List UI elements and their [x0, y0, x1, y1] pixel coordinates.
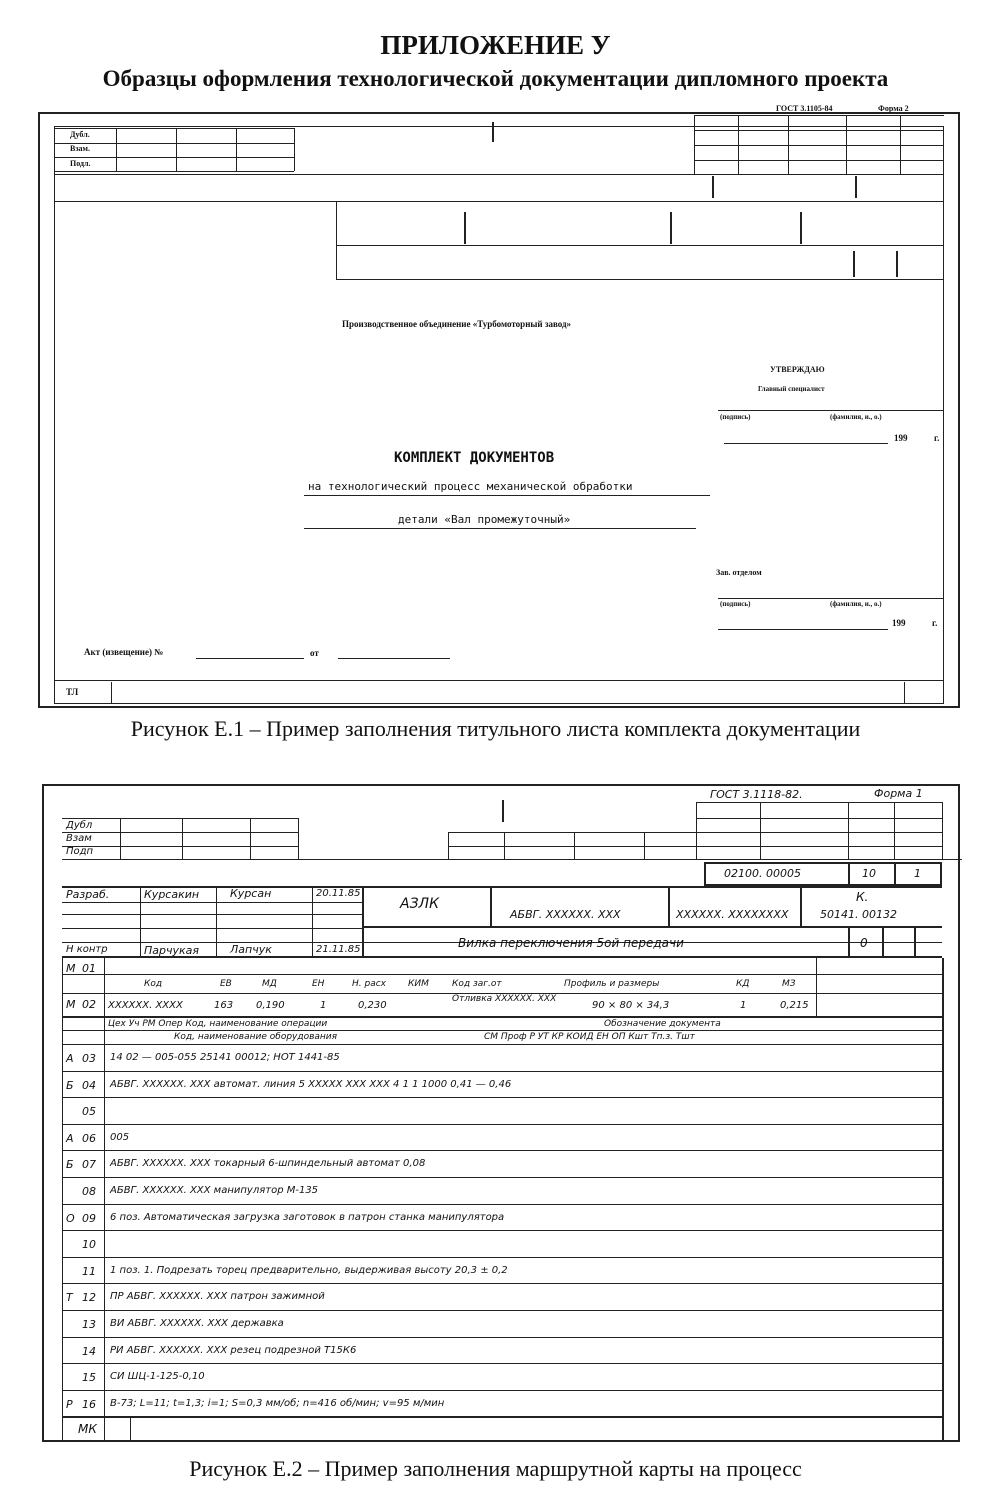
sheet-of: 1	[914, 867, 921, 880]
m02-ev: 163	[214, 1000, 234, 1011]
row-text: РИ АБВГ. XXXXXX. XXX резец подрезной Т15К6	[110, 1344, 357, 1356]
m01-h-profile: Профиль и размеры	[564, 979, 660, 989]
x-code: XXXXXX. XXXXXXXX	[676, 908, 789, 921]
row-prefix: А	[66, 1052, 74, 1065]
figure1-title-sheet	[38, 104, 960, 708]
m01-h-kim: КИМ	[408, 979, 429, 989]
gost-label-2: ГОСТ 3.1118-82.	[710, 788, 803, 801]
m02-en: 1	[320, 1000, 327, 1011]
row-number: 03	[82, 1052, 96, 1065]
row-number: 10	[82, 1238, 96, 1252]
row-prefix: М	[66, 998, 76, 1011]
row-text: В-73; L=11; t=1,3; i=1; S=0,3 мм/об; n=416 об/мин; v=95 м/мин	[110, 1397, 445, 1409]
part-name: Вилка переключения 5ой передачи	[458, 936, 684, 950]
year-2: 199	[892, 618, 906, 628]
ot-label: от	[310, 648, 319, 658]
chief-label: Главный специалист	[758, 385, 825, 393]
row-prefix: О	[66, 1211, 75, 1225]
row-text: АБВГ. XXXXXX. XXX автомат. линия 5 XXXXX XXX XXX 4 1 1 1000 0,41 — 0,46	[110, 1078, 512, 1090]
row-divider	[62, 1230, 942, 1231]
nkontr-name: Парчукая	[144, 944, 200, 957]
side-label-podl: Подл.	[70, 159, 91, 168]
row-prefix: А	[66, 1131, 74, 1145]
org-code: АЗЛК	[400, 896, 440, 912]
m01-h-mz: МЗ	[782, 979, 796, 989]
row-divider	[62, 1097, 942, 1098]
m02-zagotovka: Отливка XXXXXX. XXX	[452, 994, 557, 1004]
row-prefix: Р	[66, 1397, 73, 1411]
m02-kod: XXXXXX. XXXX	[108, 1000, 183, 1011]
row-divider	[62, 1310, 942, 1311]
row-number: 02	[82, 998, 96, 1011]
row-text: СИ ШЦ-1-125-0,10	[110, 1371, 205, 1383]
row-divider	[62, 1337, 942, 1338]
m01-h-en: ЕН	[312, 979, 325, 989]
row-divider	[62, 1363, 942, 1364]
zero-field: 0	[860, 936, 868, 950]
row-text: АБВГ. XXXXXX. XXX манипулятор М-135	[110, 1185, 319, 1196]
row-divider	[62, 1204, 942, 1205]
header-b-cols: СМ Проф Р УТ КР КОИД ЕН ОП Кшт Тп.з. Тшт	[484, 1032, 695, 1042]
k-code: 50141. 00132	[820, 908, 897, 921]
m01-h-nrash: Н. расх	[352, 979, 386, 989]
m01-h-md: МД	[262, 979, 277, 989]
dept-label: Зав. отделом	[716, 568, 762, 577]
razrab-date: 20.11.85	[316, 888, 361, 899]
row-text: 6 поз. Автоматическая загрузка заготовок в патрон станка манипулятора	[110, 1211, 505, 1223]
row-number: 09	[82, 1211, 96, 1225]
side-label-dubl-2: Дубл	[66, 820, 93, 831]
signature-hint-2: (подпись)	[720, 600, 751, 608]
header-b: Код, наименование оборудования	[174, 1032, 338, 1042]
appendix-subtitle: Образцы оформления технологической документации дипломного проекта	[102, 66, 889, 91]
doc-set-line2: детали «Вал промежуточный»	[398, 513, 571, 526]
figure2-route-card	[42, 784, 960, 1442]
doc-set-line1: на технологический процесс механической обработки	[308, 480, 633, 493]
g-1: г.	[934, 433, 940, 443]
row-divider	[62, 1257, 942, 1258]
row-divider	[62, 1390, 942, 1391]
row-number: 08	[82, 1185, 96, 1198]
row-number: 07	[82, 1158, 96, 1172]
m01-h-kod: Код	[144, 979, 163, 989]
org-name: Производственное объединение «Турбомоторный завод»	[342, 319, 572, 329]
mk-label: МК	[78, 1422, 97, 1436]
gost-label: ГОСТ 3.1105-84	[776, 104, 833, 113]
row-prefix: Б	[66, 1078, 74, 1092]
row-text: АБВГ. XXXXXX. XXX токарный 6-шпиндельный автомат 0,08	[110, 1158, 426, 1170]
appendix-title: ПРИЛОЖЕНИЕ У	[380, 30, 611, 60]
razrab-label: Разраб.	[66, 888, 110, 901]
tl-label: ТЛ	[66, 687, 79, 697]
row-number: 01	[82, 962, 96, 975]
row-prefix: Б	[66, 1158, 74, 1172]
name-hint-2: (фамилия, и., о.)	[830, 600, 882, 608]
figure2-caption: Рисунок Е.2 – Пример заполнения маршрутной карты на процесс	[189, 1456, 802, 1481]
m01-h-kodzag: Код заг.от	[452, 979, 502, 989]
header-a: Цех Уч РМ Опер Код, наименование операции	[108, 1019, 328, 1029]
doc-set-title: КОМПЛЕКТ ДОКУМЕНТОВ	[394, 450, 555, 466]
row-text: 1 поз. 1. Подрезать торец предварительно, выдерживая высоту 20,3 ± 0,2	[110, 1264, 508, 1276]
m02-profile: 90 × 80 × 34,3	[592, 1000, 670, 1011]
name-hint-1: (фамилия, и., о.)	[830, 413, 882, 421]
row-divider	[62, 1283, 942, 1284]
row-divider	[62, 1124, 942, 1125]
m02-md: 0,190	[256, 1000, 285, 1011]
nkontr-date: 21.11.85	[316, 944, 361, 955]
row-divider	[62, 1177, 942, 1178]
row-divider	[62, 1071, 942, 1072]
m01-h-ev: ЕВ	[220, 979, 232, 989]
row-number: 11	[82, 1264, 96, 1278]
m01-h-kd: КД	[736, 979, 750, 989]
k-label: К.	[856, 890, 869, 904]
sheet-no: 10	[862, 867, 876, 880]
row-number: 16	[82, 1397, 96, 1411]
figure1-caption: Рисунок Е.1 – Пример заполнения титульного листа комплекта документации	[130, 716, 861, 741]
row-number: 13	[82, 1318, 96, 1331]
side-label-dubl: Дубл.	[70, 130, 90, 139]
side-label-vzam-2: Взам	[66, 833, 92, 844]
act-label: Акт (извещение) №	[84, 647, 164, 657]
row-number: 04	[82, 1078, 96, 1092]
row-number: 05	[82, 1105, 96, 1119]
m02-mz: 0,215	[780, 1000, 809, 1011]
razrab-name: Курсакин	[144, 888, 200, 901]
row-prefix: Т	[66, 1291, 73, 1305]
row-number: 15	[82, 1371, 96, 1385]
header-a-doc: Обозначение документа	[604, 1019, 721, 1029]
row-text: 14 02 — 005-055 25141 00012; НОТ 1441-85	[110, 1052, 340, 1063]
year-1: 199	[894, 433, 908, 443]
side-label-podp-2: Подп	[66, 846, 94, 857]
row-text: ПР АБВГ. XXXXXX. XXX патрон зажимной	[110, 1291, 325, 1303]
razrab-signature: Курсан	[230, 887, 272, 900]
row-divider	[62, 1150, 942, 1151]
row-number: 12	[82, 1291, 96, 1305]
nkontr-label: Н контр	[66, 944, 108, 955]
m02-nrash: 0,230	[358, 1000, 387, 1011]
row-text: 005	[110, 1131, 130, 1143]
nkontr-signature: Лапчук	[230, 943, 272, 956]
row-prefix: М	[66, 962, 76, 975]
g-2: г.	[932, 618, 938, 628]
row-number: 06	[82, 1131, 96, 1145]
form-label-2: Форма 1	[874, 787, 923, 800]
doc-code: 02100. 00005	[724, 867, 801, 880]
row-number: 14	[82, 1344, 96, 1358]
side-label-vzam: Взам.	[70, 144, 90, 153]
approve-label: УТВЕРЖДАЮ	[770, 365, 825, 374]
abvg-code: АБВГ. XXXXXX. XXX	[510, 908, 621, 921]
form-label: Форма 2	[878, 104, 909, 113]
row-text: ВИ АБВГ. XXXXXX. XXX державка	[110, 1318, 284, 1329]
m02-kd: 1	[740, 1000, 747, 1011]
signature-hint-1: (подпись)	[720, 413, 751, 421]
